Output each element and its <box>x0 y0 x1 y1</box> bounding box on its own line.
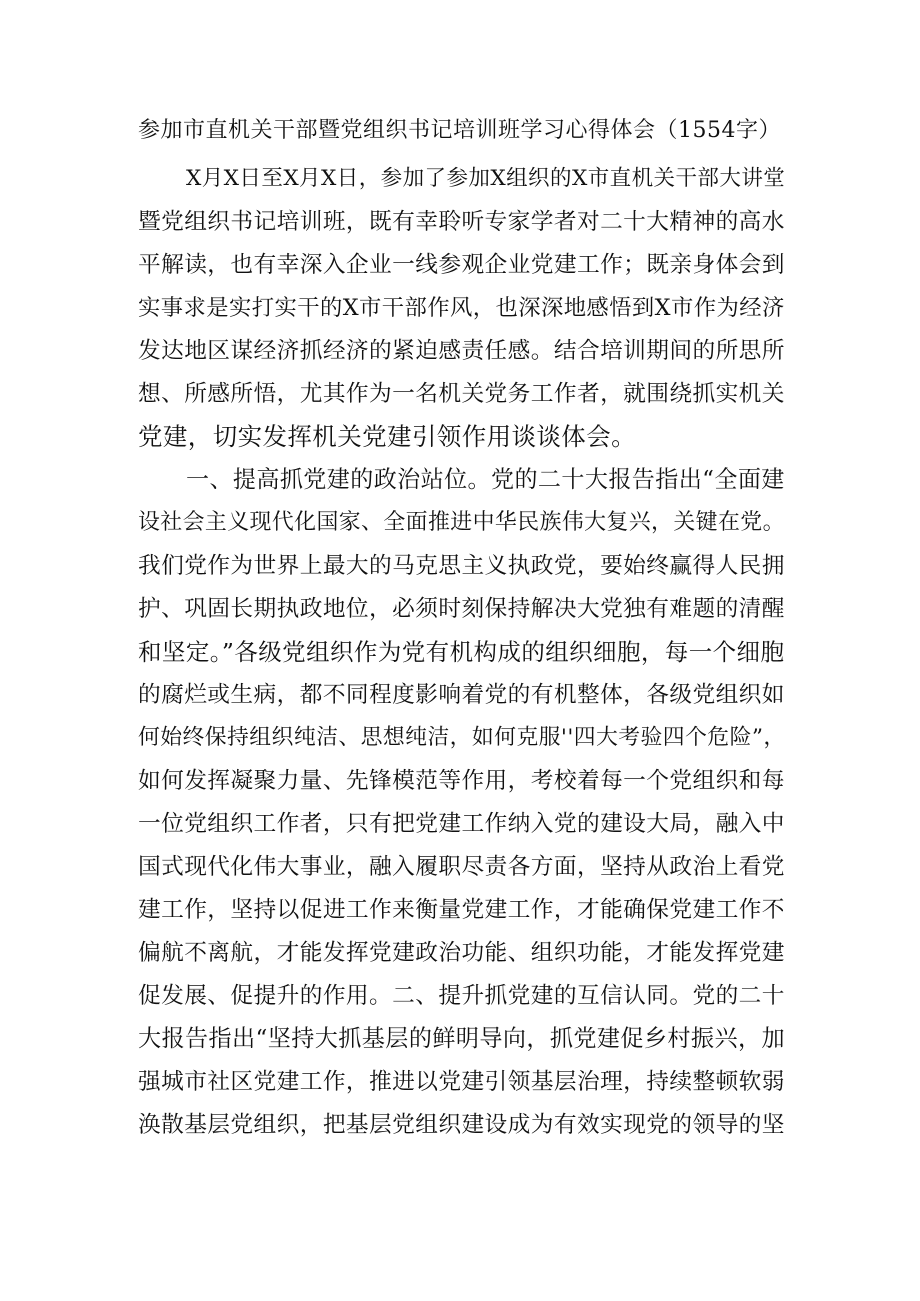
paragraph-line: 大报告指出“坚持大抓基层的鲜明导向，抓党建促乡村振兴，加 <box>138 1026 785 1052</box>
paragraph-line: 一、提高抓党建的政治站位。党的二十大报告指出“全面建 <box>186 467 785 493</box>
paragraph-line: 国式现代化伟大事业，融入履职尽责各方面，坚持从政治上看党 <box>138 854 785 880</box>
paragraph-line: 和坚定。”各级党组织作为党有机构成的组织细胞，每一个细胞 <box>138 638 785 666</box>
paragraph-line: 护、巩固长期执政地位，必须时刻保持解决大党独有难题的清醒 <box>138 596 785 622</box>
paragraph-line: 设社会主义现代化国家、全面推进中华民族伟大复兴，关键在党。 <box>138 510 785 535</box>
paragraph-line: 平解读，也有幸深入企业一线参观企业党建工作；既亲身体会到 <box>138 252 785 278</box>
paragraph-line: 暨党组织书记培训班，既有幸聆听专家学者对二十大精神的高水 <box>138 209 785 235</box>
paragraph-line: 强城市社区党建工作，推进以党建引领基层治理，持续整顿软弱 <box>138 1069 785 1095</box>
paragraph-line: 一位党组织工作者，只有把党建工作纳入党的建设大局，融入中 <box>138 811 785 837</box>
paragraph-line: 想、所感所悟，尤其作为一名机关党务工作者，就围绕抓实机关 <box>138 381 785 407</box>
paragraph-line: 党建，切实发挥机关党建引领作用谈谈体会。 <box>138 422 636 451</box>
document-title: 参加市直机关干部暨党组织书记培训班学习心得体会（1554字） <box>138 118 781 143</box>
paragraph-line: 如何发挥凝聚力量、先锋模范等作用，考校着每一个党组织和每 <box>138 768 785 794</box>
paragraph-line: 偏航不离航，才能发挥党建政治功能、组织功能，才能发挥党建 <box>138 940 785 966</box>
paragraph-line: 建工作，坚持以促进工作来衡量党建工作，才能确保党建工作不 <box>138 897 785 923</box>
paragraph-line: 涣散基层党组织，把基层党组织建设成为有效实现党的领导的坚 <box>138 1112 785 1138</box>
paragraph-line: 我们党作为世界上最大的马克思主义执政党，要始终赢得人民拥 <box>138 553 785 579</box>
paragraph-line: 发达地区谋经济抓经济的紧迫感责任感。结合培训期间的所思所 <box>138 338 785 364</box>
paragraph-line: X月X日至X月X日，参加了参加X组织的X市直机关干部大讲堂 <box>186 166 786 191</box>
paragraph-line: 促发展、促提升的作用。二、提升抓党建的互信认同。党的二十 <box>138 983 785 1009</box>
paragraph-line: 何始终保持组织纯洁、思想纯洁，如何克服''四大考验四个危险”， <box>138 725 786 750</box>
paragraph-line: 实事求是实打实干的X市干部作风，也深深地感悟到X市作为经济 <box>138 295 785 321</box>
paragraph-line: 的腐烂或生病，都不同程度影响着党的有机整体，各级党组织如 <box>138 682 785 708</box>
